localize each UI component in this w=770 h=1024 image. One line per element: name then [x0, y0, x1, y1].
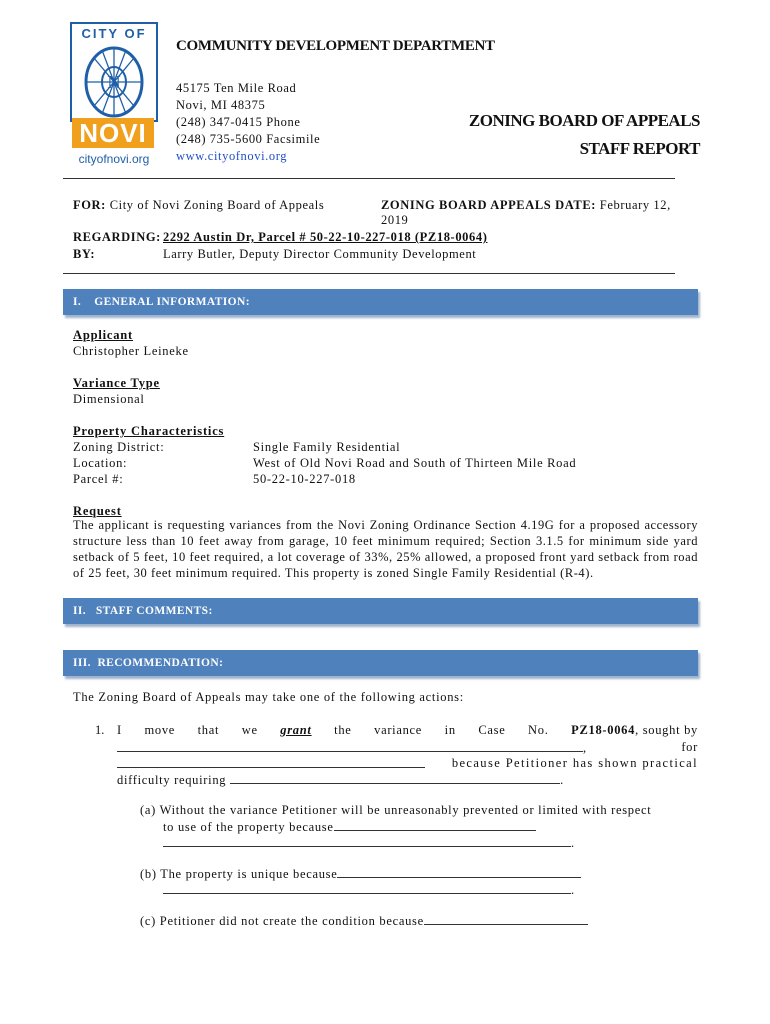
motion-word: in	[444, 723, 456, 737]
blank-criterion-b-2[interactable]	[163, 882, 571, 894]
city-logo	[70, 22, 158, 172]
meta-divider	[63, 273, 675, 274]
section-recommendation-header: III. RECOMMENDATION:	[63, 650, 698, 676]
criterion-a-line-3: .	[163, 835, 575, 851]
motion-line-4: difficulty requiring .	[117, 773, 564, 787]
logo-novi-text: NOVI	[72, 118, 154, 148]
location-value: West of Old Novi Road and South of Thirteen Mile Road	[253, 456, 577, 470]
date-label: ZONING BOARD APPEALS DATE:	[381, 198, 597, 212]
for-label: FOR:	[73, 198, 106, 212]
blank-criterion-a-2[interactable]	[163, 835, 571, 847]
applicant-label: Applicant	[73, 328, 133, 342]
grant-word: grant	[280, 723, 312, 737]
date-value: February 12, 2019	[381, 198, 671, 227]
motion-line-2: , for	[117, 740, 698, 756]
regarding-block	[73, 229, 487, 263]
case-number: PZ18-0064	[571, 723, 636, 737]
report-title-line-2: STAFF REPORT	[579, 139, 700, 158]
for-value: City of Novi Zoning Board of Appeals	[109, 198, 325, 212]
section-staff-comments-header: II. STAFF COMMENTS:	[63, 598, 698, 624]
blank-sought-by[interactable]	[117, 740, 583, 752]
difficulty-text: difficulty requiring	[117, 773, 227, 787]
motion-word: variance	[374, 723, 423, 737]
zoning-district-value: Single Family Residential	[253, 440, 401, 454]
criterion-c-text: (c) Petitioner did not create the condition because	[140, 914, 424, 928]
request-label: Request	[73, 504, 122, 518]
request-paragraph: The applicant is requesting variances from the Novi Zoning Ordinance Section 4.19G for a proposed accessory structure less than 10 feet away from garage, 10 feet minimum required; Section 3.1.5 for minimum side yard setback of 5 feet, 10 feet required, a lot coverage of 33%, 25% allowed, a proposed front yard setback from road of 25 feet, 30 feet minimum required. This property is zoned Single Family Residential (R-4).	[73, 518, 698, 580]
applicant-value: Christopher Leineke	[73, 344, 189, 358]
phone-line: (248) 347-0415 Phone	[176, 115, 301, 129]
svg-text:N: N	[107, 72, 121, 92]
logo-url-text: cityofnovi.org	[78, 152, 150, 166]
motion-word: that	[197, 723, 220, 737]
regarding-value: 2292 Austin Dr, Parcel # 50-22-10-227-018 (PZ18-0064)	[163, 230, 488, 244]
general-info	[73, 327, 693, 519]
by-value: Larry Butler, Deputy Director Community Development	[163, 247, 477, 261]
address-line-2: Novi, MI 48375	[176, 98, 266, 112]
by-label: BY:	[73, 247, 96, 261]
department-title: COMMUNITY DEVELOPMENT DEPARTMENT	[176, 38, 495, 54]
website-link[interactable]: www.cityofnovi.org	[176, 149, 288, 163]
for-word: for	[681, 740, 698, 754]
criterion-b-line-1	[140, 866, 581, 882]
blank-difficulty[interactable]	[230, 772, 560, 784]
blank-criterion-b-1[interactable]	[337, 866, 581, 878]
motion-word: we	[241, 723, 258, 737]
motion-word: the	[334, 723, 352, 737]
because-text: because Petitioner has shown practical	[451, 756, 698, 770]
motion-line-3	[117, 756, 698, 772]
variance-type-label: Variance Type	[73, 376, 160, 390]
address-line-1: 45175 Ten Mile Road	[176, 81, 297, 95]
blank-for[interactable]	[117, 756, 425, 768]
section-general-header: I. GENERAL INFORMATION:	[63, 289, 698, 315]
address-block	[176, 80, 320, 165]
motion-word: move	[144, 723, 176, 737]
fax-line: (248) 735-5600 Facsimile	[176, 132, 321, 146]
logo-city-text: CITY OF	[81, 26, 147, 41]
criterion-a-line-2	[163, 819, 536, 835]
criterion-b-line-2: .	[163, 882, 575, 898]
regarding-label: REGARDING:	[73, 230, 161, 244]
recommendation-intro: The Zoning Board of Appeals may take one of the following actions:	[73, 690, 464, 704]
motion-word: I	[117, 723, 122, 737]
property-characteristics-label: Property Characteristics	[73, 424, 225, 438]
variance-type-value: Dimensional	[73, 392, 145, 406]
wheel-emblem-icon	[82, 44, 146, 120]
for-row	[73, 198, 683, 227]
header-divider	[63, 178, 675, 179]
motion-line-1	[117, 723, 698, 738]
location-label: Location:	[73, 456, 128, 470]
report-title-line-1: ZONING BOARD OF APPEALS	[468, 111, 700, 130]
motion-word: No.	[528, 723, 549, 737]
criterion-c-line-1	[140, 913, 588, 929]
parcel-value: 50-22-10-227-018	[253, 472, 356, 486]
zoning-district-label: Zoning District:	[73, 440, 165, 454]
blank-criterion-a-1[interactable]	[334, 819, 536, 831]
blank-criterion-c-1[interactable]	[424, 913, 588, 925]
parcel-label: Parcel #:	[73, 472, 124, 486]
item-number: 1.	[95, 723, 105, 737]
criterion-a-because: to use of the property because	[163, 820, 334, 834]
criterion-b-text: (b) The property is unique because	[140, 867, 338, 881]
sought-by-text: , sought by	[635, 723, 698, 737]
report-title	[380, 107, 700, 163]
criterion-a-line-1: (a) Without the variance Petitioner will be unreasonably prevented or limited with respect	[140, 803, 652, 817]
motion-word: Case	[478, 723, 506, 737]
logo-emblem-frame	[70, 22, 158, 122]
